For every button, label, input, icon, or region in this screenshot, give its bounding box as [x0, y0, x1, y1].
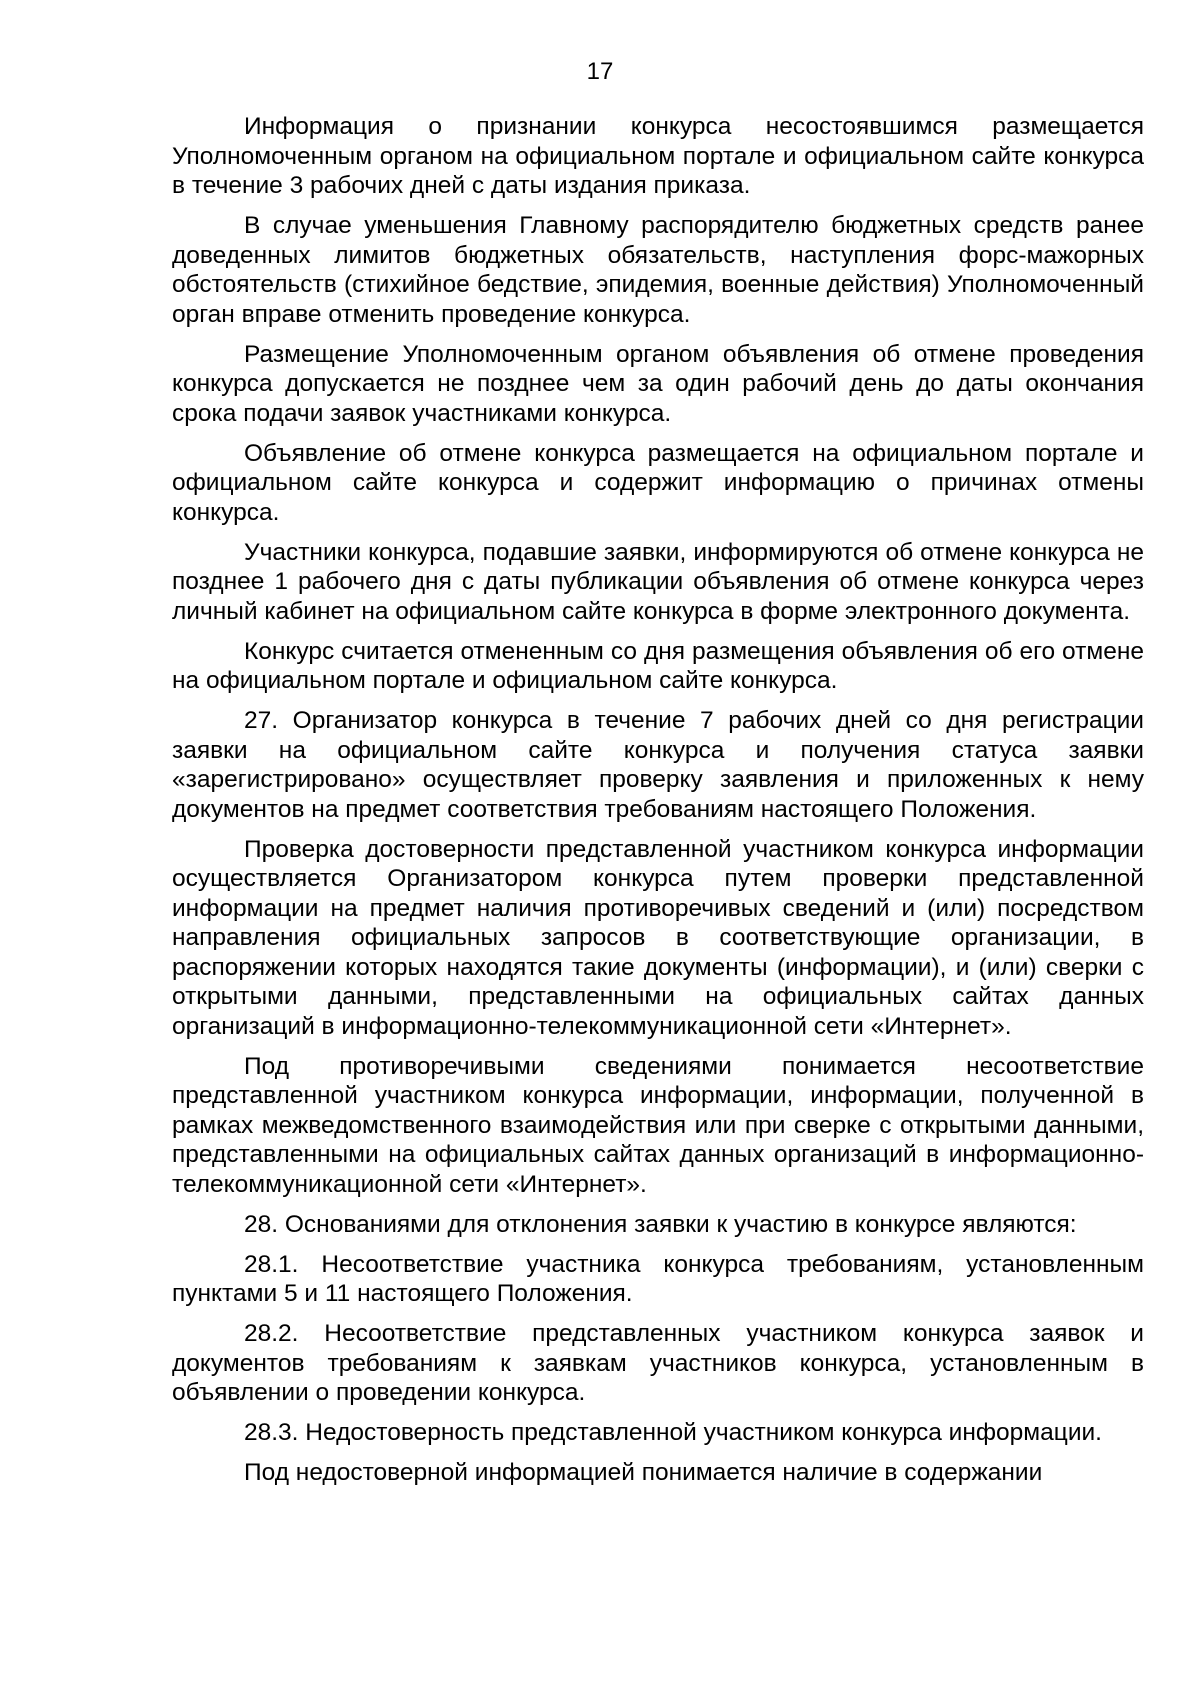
document-body [172, 112, 1144, 1498]
paragraph-item-28-3: 28.3. Недостоверность представленной участником конкурса информации. [244, 1419, 1102, 1446]
paragraph-item-27: 27. Организатор конкурса в течение 7 рабочих дней со дня регистрации заявки на официальном сайте конкурса и получения статуса заявки «зарегистрировано» осуществляет проверку заявления и приложенных к нему документов на предмет соответствия требованиям настоящего Положения. [172, 707, 1144, 823]
paragraph-item-28-2: 28.2. Несоответствие представленных участником конкурса заявок и документов требованиям к заявкам участников конкурса, установленным в объявлении о проведении конкурса. [172, 1320, 1144, 1406]
paragraph: В случае уменьшения Главному распорядителю бюджетных средств ранее доведенных лимитов бюджетных обязательств, наступления форс-мажорных обстоятельств (стихийное бедствие, эпидемия, военные действия) Уполномоченный орган вправе отменить проведение конкурса. [172, 212, 1144, 328]
paragraph: Информация о признании конкурса несостоявшимся размещается Уполномоченным органом на официальном портале и официальном сайте конкурса в течение 3 рабочих дней с даты издания приказа. [172, 113, 1144, 199]
paragraph: Размещение Уполномоченным органом объявления об отмене проведения конкурса допускается не позднее чем за один рабочий день до даты окончания срока подачи заявок участниками конкурса. [172, 340, 1144, 427]
paragraph: Участники конкурса, подавшие заявки, информируются об отмене конкурса не позднее 1 рабочего дня с даты публикации объявления об отмене конкурса через личный кабинет на официальном сайте конкурса в форме электронного документа. [172, 538, 1144, 625]
paragraph: Конкурс считается отмененным со дня размещения объявления об его отмене на официальном портале и официальном сайте конкурса. [172, 637, 1144, 694]
page-number: 17 [586, 58, 614, 85]
paragraph: Объявление об отмене конкурса размещается на официальном портале и официальном сайте конкурса и содержит информацию о причинах отмены конкурса. [172, 439, 1144, 526]
paragraph-item-28-1: 28.1. Несоответствие участника конкурса требованиям, установленным пунктами 5 и 11 настоящего Положения. [172, 1250, 1144, 1307]
paragraph-item-28: 28. Основаниями для отклонения заявки к участию в конкурсе являются: [244, 1210, 1077, 1238]
paragraph: Под противоречивыми сведениями понимается несоответствие представленной участником конкурса информации, информации, полученной в рамках межведомственного взаимодействия или при сверке с открытыми данными, представленными на официальных сайтах данных организаций в информационно-телекоммуникационной сети «Интернет». [172, 1052, 1144, 1198]
paragraph: Под недостоверной информацией понимается наличие в содержании [244, 1459, 1043, 1486]
paragraph: Проверка достоверности представленной участником конкурса информации осуществляется Организатором конкурса путем проверки представленной информации на предмет наличия противоречивых сведений и (или) посредством направления официальных запросов в соответствующие организации, в распоряжении которых находятся такие документы (информации), и (или) сверки с открытыми данными, представленными на официальных сайтах данных организаций в информационно-телекоммуникационной сети «Интернет». [172, 835, 1144, 1040]
